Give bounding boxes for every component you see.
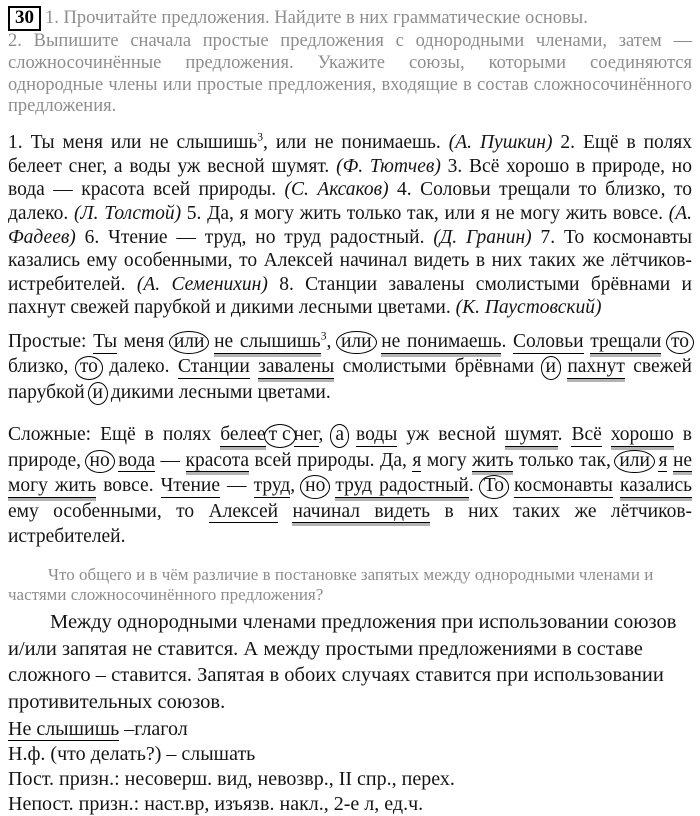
predicate-underline: белее (220, 424, 266, 446)
text-segment: . (501, 331, 513, 352)
text-segment: Сложные: Ещё в полях (8, 424, 221, 446)
text-segment: Непост. призн.: наст.вр, изъязв. накл., 2-е л, ед.ч. (8, 792, 424, 815)
subject-underline: Чтение (160, 475, 220, 497)
text-segment: дикими лесными цветами. (105, 381, 331, 403)
text-segment: 1. Ты меня или не слышишь (8, 132, 258, 154)
predicate-underline: хорошо (610, 424, 674, 446)
text-segment: смолистыми брёвнами (334, 356, 543, 378)
subject-underline: 3 (257, 131, 264, 144)
text-segment (602, 424, 611, 445)
circled-conjunction: и (88, 382, 108, 405)
text-segment: 6. Чтение — труд, но труд радостный. (75, 226, 434, 248)
subject-underline: Соловьи (513, 331, 584, 352)
text-segment: — (220, 475, 254, 497)
text-segment: свежей парубкой (8, 356, 692, 403)
text-segment: 2. Ещё в полях белеет снег, а воды уж весной шумят. (8, 132, 692, 177)
text-segment: Простые: (8, 331, 94, 352)
circled-conjunction: но (300, 475, 330, 498)
text-segment (347, 424, 356, 445)
text-segment: вовсе. (96, 475, 161, 497)
text-segment: ему особенными, то (8, 500, 209, 522)
author-attribution: (К. Паустовский) (455, 297, 602, 319)
subject-underline: труд (253, 475, 291, 497)
circled-conjunction: или (169, 331, 210, 354)
complex-sentences-answer-paragraph (8, 422, 692, 549)
subject-underline: 3 (320, 330, 327, 343)
predicate-underline: пахнут (567, 356, 625, 378)
author-attribution: (А. Пушкин) (448, 132, 553, 154)
subject-underline: Ты (93, 331, 118, 352)
text-segment: меня (117, 331, 171, 352)
circled-conjunction: то (75, 356, 103, 379)
subject-underline: Алексей (208, 500, 279, 522)
text-segment: 8. Станции завалены смолистыми брёвнами и пахнут свежей парубкой и дикими лесными цветами. (8, 273, 692, 319)
source-sentences-paragraph (8, 131, 692, 320)
simple-sentences-answer-paragraph (8, 329, 692, 405)
text-segment: — (155, 449, 186, 471)
circled-conjunction: или (614, 450, 655, 473)
text-segment (507, 475, 514, 496)
predicate-underline: казались (619, 475, 692, 497)
author-attribution: (А. Фадеев) (8, 203, 693, 248)
morphology-line-initial-form (8, 742, 692, 766)
text-segment: 4. Соловьи трещали то близко, то далеко. (8, 179, 692, 225)
text-segment: в природе, (8, 424, 693, 471)
exercise-header (8, 6, 692, 118)
text-segment: в них таких же лётчиков-истребителей. (8, 500, 693, 548)
followup-question-text: Что общего и в чём различие в постановке запятых между однородными членами и частями сложносочинённого предложения? (8, 564, 654, 605)
text-segment: . (468, 475, 481, 497)
author-attribution: (А. Семенихин) (136, 273, 268, 295)
morphology-line-variable-features (8, 792, 692, 816)
text-segment: 1. Прочитайте предложения. Найдите в них грамматические основы. (45, 8, 588, 28)
text-segment: 5. Да, я могу жить только так, или я не могу жить вовсе. (181, 203, 669, 225)
predicate-underline: шумят (504, 424, 558, 446)
subject-underline: вода (118, 449, 156, 471)
text-segment: –глагол (119, 717, 188, 740)
exercise-instructions (8, 8, 692, 116)
predicate-underline: труд радостный (335, 475, 469, 497)
circled-conjunction: То (479, 475, 509, 498)
text-segment: Пост. призн.: несоверш. вид, невозвр., II спр., перех. (8, 767, 455, 790)
text-segment (250, 356, 258, 377)
circled-conjunction: т с (264, 424, 296, 447)
predicate-underline: не понимаешь (381, 331, 502, 352)
predicate-underline: жить (472, 449, 514, 471)
text-segment: , или не понимаешь. (263, 132, 449, 154)
text-segment: далеко. (100, 356, 178, 378)
author-attribution: (Л. Толстой) (73, 203, 182, 225)
text-segment: 2. Выпишите сначала простые предложения с однородными членами, затем — сложносочинённые предложения. Укажите союзы, которыми соединяются однородные члены или простые предложения, входящие в состав сложносочинённого предложения. (8, 30, 692, 117)
predicate-underline: красота (185, 449, 249, 471)
predicate-underline: трещали (590, 331, 662, 352)
morphology-line-constant-features (8, 767, 692, 791)
exercise-number-badge: 30 (8, 6, 41, 31)
text-segment: 3. Всё хорошо в природе, но вода — красота всей природы. (8, 155, 692, 201)
text-segment: могу (421, 449, 473, 471)
subject-underline: космонавты (513, 475, 613, 497)
circled-conjunction: но (85, 450, 115, 473)
text-segment: . (557, 424, 572, 446)
text-segment: уж весной (397, 424, 505, 446)
comma-rule-answer-paragraph: Между однородными членами предложения при использовании союзов и/или запятая не ставится. А между простыми предложениями в составе сложного – ставится. Запятая в обоих случаях ставится при использовании противительных союзов. (8, 610, 677, 713)
text-segment: всей природы. Да, (249, 449, 413, 471)
subject-underline: Всё (571, 424, 602, 446)
text-segment: , (326, 331, 338, 352)
text-segment: только так, (513, 449, 617, 471)
subject-underline: Не слышишь (8, 717, 120, 740)
subject-underline: воды (356, 424, 398, 446)
subject-underline: я (412, 449, 422, 471)
circled-conjunction: и (541, 356, 561, 379)
circled-conjunction: или (336, 331, 377, 354)
subject-underline: Станции (177, 356, 250, 378)
morphology-line-word (8, 717, 692, 741)
author-attribution: (Д. Гранин) (433, 226, 532, 248)
predicate-underline: начинал видеть (292, 500, 431, 522)
predicate-underline: завалены (258, 356, 335, 378)
predicate-underline: не слышишь (214, 331, 321, 352)
text-segment: , (318, 424, 333, 446)
text-segment: близко, (8, 356, 77, 378)
subject-underline: нег (293, 424, 319, 446)
predicate-underline: не могу жить (8, 449, 693, 497)
text-segment (613, 475, 620, 496)
text-segment (278, 501, 292, 522)
text-segment: Н.ф. (что делать?) – слышать (8, 742, 256, 765)
circled-conjunction: а (330, 424, 349, 447)
text-segment: , (290, 475, 303, 497)
author-attribution: (С. Аксаков) (284, 179, 389, 201)
author-attribution: (Ф. Тютчев) (336, 155, 441, 177)
circled-conjunction: то (666, 331, 694, 354)
subject-underline: я (658, 449, 668, 471)
text-segment: 7. То космонавты казались ему особенными, то Алексей начинал видеть в них таких же лётчиков-истребителей. (8, 226, 692, 295)
